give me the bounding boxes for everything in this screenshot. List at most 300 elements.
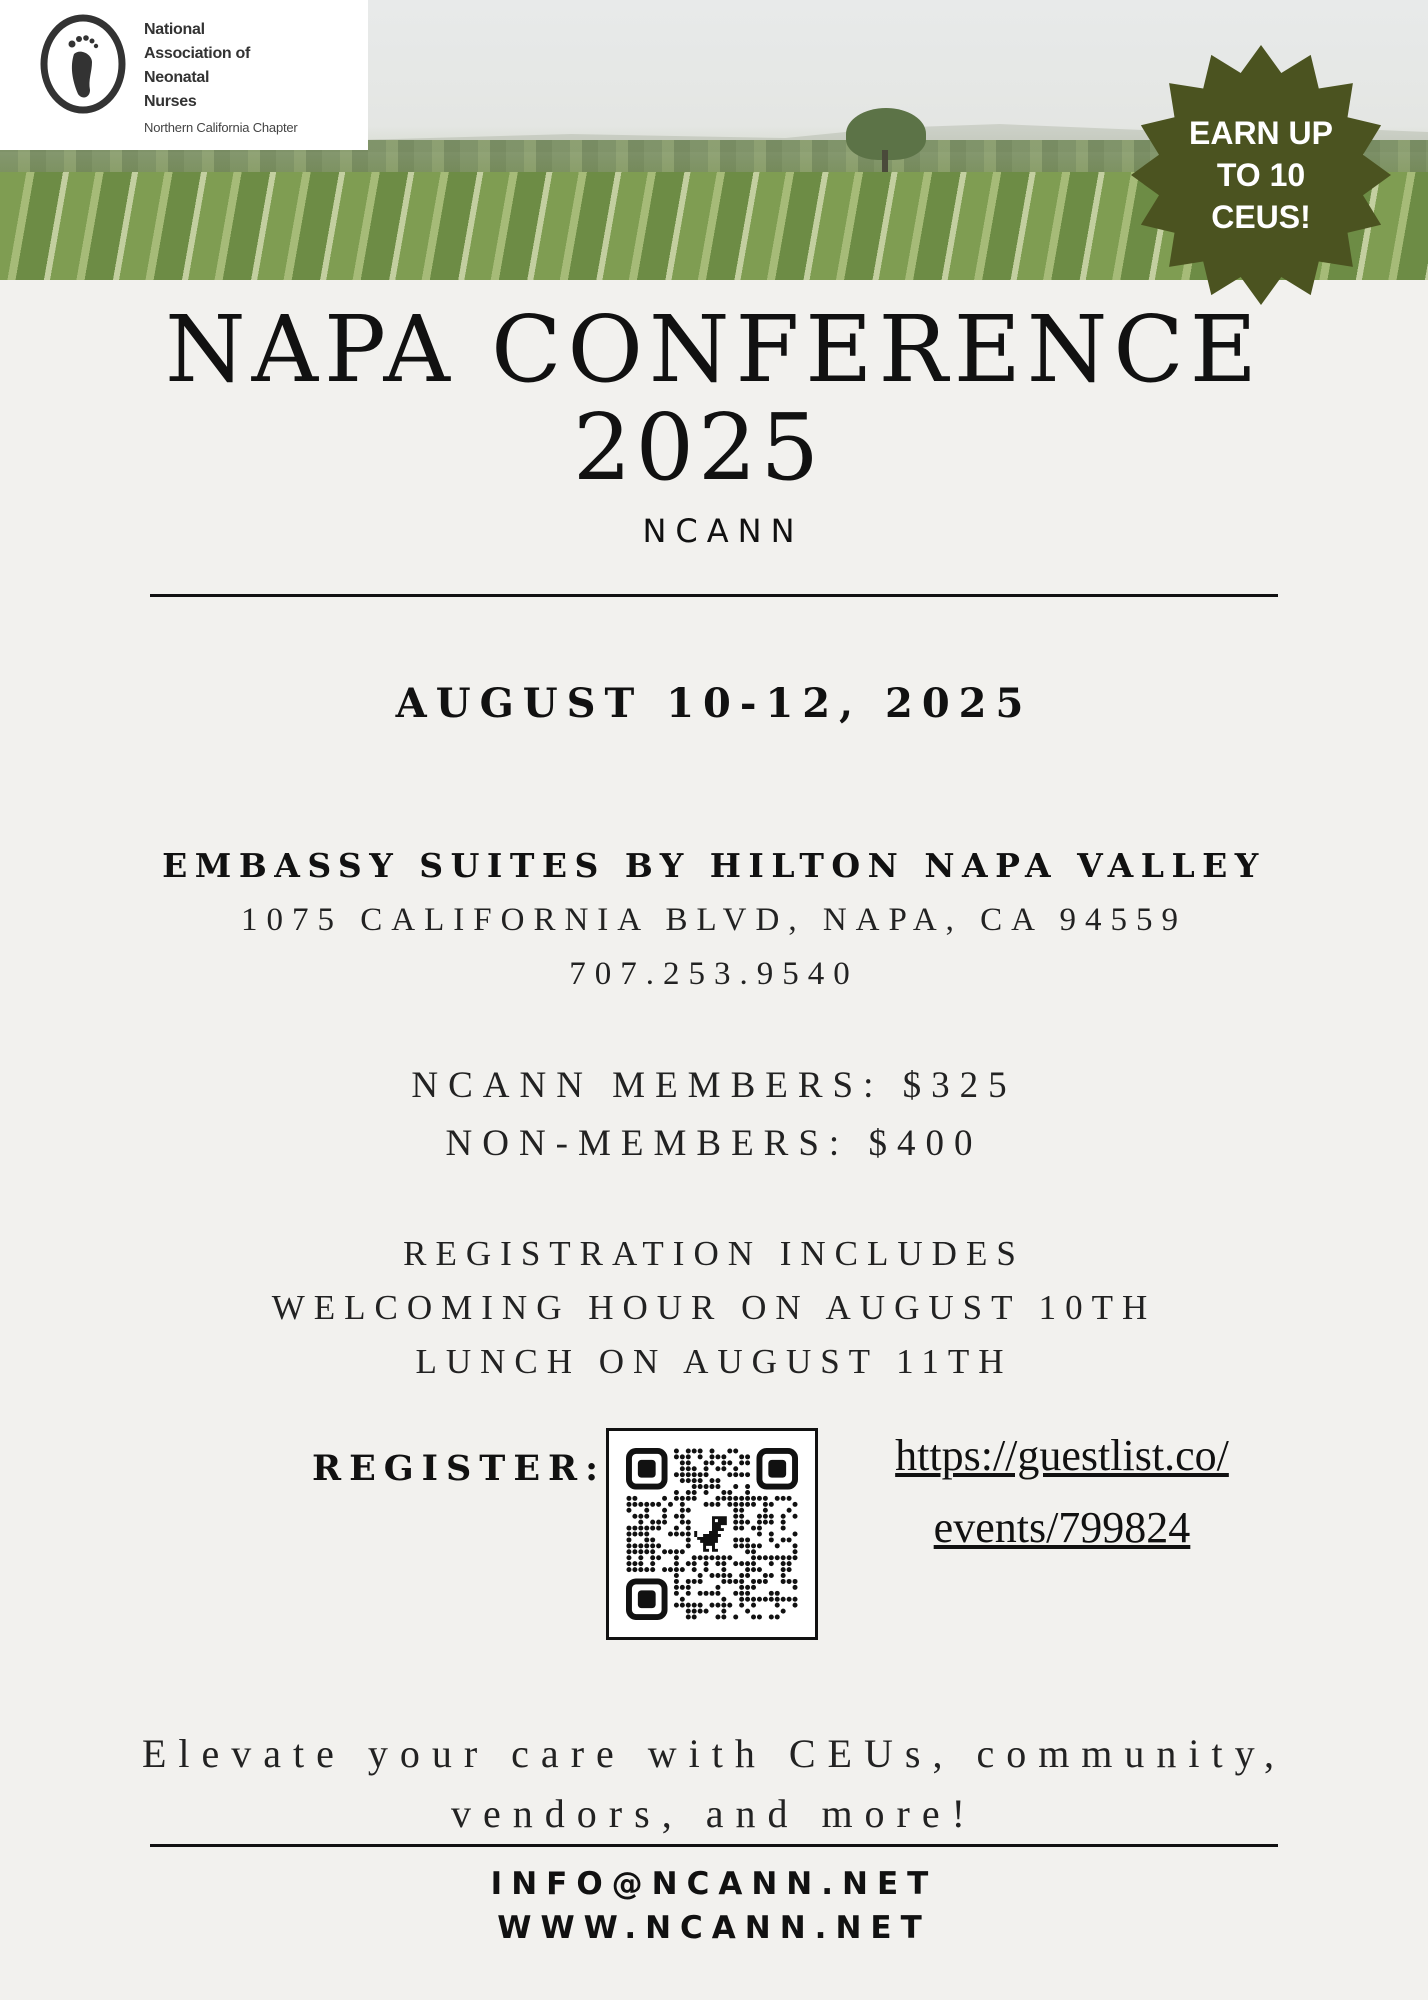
qr-module	[733, 1472, 738, 1477]
qr-module	[680, 1549, 685, 1554]
qr-module	[656, 1520, 661, 1525]
qr-module	[787, 1537, 792, 1542]
qr-module	[727, 1448, 732, 1453]
qr-module	[739, 1543, 744, 1548]
qr-module	[698, 1472, 703, 1477]
qr-module	[698, 1555, 703, 1560]
qr-module	[739, 1573, 744, 1578]
qr-module	[727, 1555, 732, 1560]
qr-module	[733, 1448, 738, 1453]
registration-link[interactable]: https://guestlist.co/	[895, 1431, 1229, 1480]
qr-module	[704, 1472, 709, 1477]
qr-module	[674, 1532, 679, 1537]
qr-module	[626, 1496, 631, 1501]
qr-module	[781, 1573, 786, 1578]
qr-module	[721, 1573, 726, 1578]
qr-module	[632, 1502, 637, 1507]
qr-module	[739, 1579, 744, 1584]
tagline: Elevate your care with CEUs, community,	[141, 1731, 1287, 1776]
qr-module	[692, 1448, 697, 1453]
qr-module	[626, 1502, 631, 1507]
qr-module	[739, 1508, 744, 1513]
qr-module	[745, 1454, 750, 1459]
qr-module	[769, 1502, 774, 1507]
qr-module	[650, 1561, 655, 1566]
tree-trunk	[882, 150, 888, 172]
qr-module	[739, 1460, 744, 1465]
qr-module	[751, 1579, 756, 1584]
qr-module	[775, 1615, 780, 1620]
qr-module	[692, 1609, 697, 1614]
divider-bottom	[150, 1844, 1278, 1847]
qr-module	[769, 1597, 774, 1602]
qr-module	[704, 1490, 709, 1495]
qr-module	[632, 1532, 637, 1537]
qr-module	[704, 1502, 709, 1507]
qr-module	[745, 1567, 750, 1572]
qr-module	[763, 1597, 768, 1602]
qr-module	[745, 1597, 750, 1602]
qr-module	[715, 1585, 720, 1590]
qr-module	[763, 1496, 768, 1501]
qr-module	[674, 1567, 679, 1572]
qr-module	[680, 1460, 685, 1465]
qr-module	[751, 1549, 756, 1554]
qr-module	[656, 1543, 661, 1548]
qr-module	[793, 1502, 798, 1507]
qr-module	[662, 1496, 667, 1501]
contact-website[interactable]: WWW.NCANN.NET	[497, 1910, 931, 1946]
qr-module	[662, 1508, 667, 1513]
qr-module	[686, 1490, 691, 1495]
qr-module	[745, 1573, 750, 1578]
logo-line: National	[144, 21, 205, 38]
qr-module	[710, 1460, 715, 1465]
venue-address: 1075 CALIFORNIA BLVD, NAPA, CA 94559	[241, 902, 1187, 938]
qr-module	[751, 1567, 756, 1572]
qr-module	[739, 1537, 744, 1542]
qr-module	[745, 1561, 750, 1566]
qr-module	[721, 1567, 726, 1572]
qr-module	[674, 1514, 679, 1519]
qr-module	[686, 1591, 691, 1596]
qr-module	[710, 1555, 715, 1560]
qr-module	[763, 1555, 768, 1560]
qr-module	[662, 1520, 667, 1525]
qr-module	[626, 1555, 631, 1560]
qr-module	[650, 1543, 655, 1548]
qr-module	[757, 1615, 762, 1620]
qr-module	[775, 1591, 780, 1596]
qr-module	[698, 1591, 703, 1596]
qr-module	[751, 1526, 756, 1531]
qr-module	[787, 1579, 792, 1584]
qr-module	[751, 1502, 756, 1507]
qr-module	[739, 1502, 744, 1507]
qr-module	[644, 1549, 649, 1554]
qr-module	[715, 1615, 720, 1620]
qr-module	[793, 1543, 798, 1548]
badge-line: TO 10	[1216, 157, 1306, 193]
qr-module	[733, 1615, 738, 1620]
qr-module	[680, 1514, 685, 1519]
member-price: NCANN MEMBERS: $325	[411, 1065, 1017, 1106]
qr-module	[674, 1490, 679, 1495]
qr-module	[680, 1502, 685, 1507]
qr-module	[793, 1579, 798, 1584]
qr-module	[745, 1472, 750, 1477]
qr-module	[710, 1502, 715, 1507]
qr-module	[715, 1573, 720, 1578]
qr-module	[632, 1526, 637, 1531]
registration-qr-code[interactable]	[606, 1428, 818, 1640]
qr-module	[727, 1573, 732, 1578]
qr-module	[715, 1478, 720, 1483]
qr-module	[787, 1597, 792, 1602]
footprint-logo-icon	[40, 14, 126, 114]
qr-module	[698, 1478, 703, 1483]
qr-module	[704, 1591, 709, 1596]
qr-module	[757, 1514, 762, 1519]
qr-module	[745, 1484, 750, 1489]
qr-module	[757, 1567, 762, 1572]
qr-module	[698, 1603, 703, 1608]
qr-module	[692, 1478, 697, 1483]
qr-module	[668, 1502, 673, 1507]
qr-module	[733, 1520, 738, 1525]
qr-module	[686, 1496, 691, 1501]
qr-module	[680, 1454, 685, 1459]
qr-module	[638, 1561, 643, 1566]
qr-module	[698, 1454, 703, 1459]
qr-module	[686, 1579, 691, 1584]
event-year: 2025	[572, 394, 824, 501]
qr-module	[793, 1532, 798, 1537]
qr-module	[781, 1555, 786, 1560]
qr-module	[781, 1526, 786, 1531]
qr-module	[715, 1561, 720, 1566]
logo-name	[144, 18, 250, 114]
qr-module	[638, 1549, 643, 1554]
qr-module	[781, 1567, 786, 1572]
qr-module	[733, 1496, 738, 1501]
qr-module	[721, 1460, 726, 1465]
qr-module	[650, 1520, 655, 1525]
qr-module	[632, 1543, 637, 1548]
qr-module	[686, 1609, 691, 1614]
qr-module	[769, 1532, 774, 1537]
qr-module	[710, 1484, 715, 1489]
qr-module	[781, 1561, 786, 1566]
qr-module	[757, 1496, 762, 1501]
qr-module	[793, 1597, 798, 1602]
qr-module	[686, 1460, 691, 1465]
qr-module	[686, 1561, 691, 1566]
qr-module	[680, 1532, 685, 1537]
qr-module	[763, 1579, 768, 1584]
qr-module	[733, 1579, 738, 1584]
qr-module	[775, 1597, 780, 1602]
qr-module	[715, 1502, 720, 1507]
qr-module	[793, 1585, 798, 1590]
qr-module	[745, 1502, 750, 1507]
qr-module	[751, 1597, 756, 1602]
qr-module	[721, 1597, 726, 1602]
qr-module	[721, 1490, 726, 1495]
qr-module	[757, 1532, 762, 1537]
qr-module	[715, 1454, 720, 1459]
non-member-price: NON-MEMBERS: $400	[445, 1123, 983, 1164]
qr-module	[644, 1502, 649, 1507]
qr-module	[650, 1555, 655, 1560]
qr-module	[733, 1502, 738, 1507]
qr-module	[674, 1561, 679, 1566]
qr-module	[721, 1603, 726, 1608]
qr-module	[662, 1567, 667, 1572]
event-dates: AUGUST 10-12, 2025	[395, 680, 1033, 727]
qr-module	[692, 1615, 697, 1620]
qr-module	[686, 1526, 691, 1531]
qr-module	[787, 1555, 792, 1560]
qr-module	[638, 1502, 643, 1507]
qr-module	[686, 1508, 691, 1513]
qr-module	[680, 1597, 685, 1602]
qr-module	[751, 1561, 756, 1566]
qr-finder-center	[638, 1460, 656, 1478]
qr-module	[680, 1520, 685, 1525]
qr-module	[769, 1561, 774, 1566]
qr-module	[686, 1454, 691, 1459]
qr-module	[674, 1526, 679, 1531]
qr-module	[686, 1532, 691, 1537]
contact-email[interactable]: INFO@NCANN.NET	[490, 1866, 938, 1902]
qr-module	[793, 1549, 798, 1554]
qr-module	[769, 1573, 774, 1578]
qr-module	[692, 1567, 697, 1572]
qr-module	[727, 1502, 732, 1507]
qr-module	[626, 1543, 631, 1548]
qr-module	[644, 1526, 649, 1531]
qr-module	[644, 1543, 649, 1548]
ceu-badge-text	[1130, 112, 1392, 238]
qr-module	[733, 1508, 738, 1513]
qr-module	[674, 1555, 679, 1560]
qr-module	[644, 1508, 649, 1513]
qr-module	[739, 1597, 744, 1602]
qr-module	[692, 1555, 697, 1560]
badge-line: EARN UP	[1188, 115, 1333, 151]
qr-module	[680, 1585, 685, 1590]
qr-module	[751, 1603, 756, 1608]
qr-module	[692, 1579, 697, 1584]
qr-finder-center	[768, 1460, 786, 1478]
qr-module	[769, 1514, 774, 1519]
qr-module	[626, 1532, 631, 1537]
qr-module	[680, 1567, 685, 1572]
qr-module	[733, 1543, 738, 1548]
qr-module	[781, 1609, 786, 1614]
qr-module	[739, 1514, 744, 1519]
badge-line: CEUS!	[1211, 199, 1311, 235]
qr-module	[781, 1537, 786, 1542]
qr-module	[704, 1561, 709, 1566]
qr-module	[745, 1543, 750, 1548]
qr-module	[733, 1537, 738, 1542]
logo-line: Nurses	[144, 93, 197, 110]
qr-module	[662, 1549, 667, 1554]
qr-module	[787, 1567, 792, 1572]
qr-module	[710, 1591, 715, 1596]
qr-module	[680, 1466, 685, 1471]
qr-module	[745, 1460, 750, 1465]
qr-module	[733, 1466, 738, 1471]
qr-module	[626, 1508, 631, 1513]
qr-module	[763, 1502, 768, 1507]
qr-module	[632, 1514, 637, 1519]
qr-module	[698, 1609, 703, 1614]
registration-link-continued[interactable]: events/799824	[933, 1503, 1191, 1552]
qr-module	[638, 1555, 643, 1560]
qr-module	[674, 1603, 679, 1608]
qr-module	[763, 1508, 768, 1513]
venue-name: EMBASSY SUITES BY HILTON NAPA VALLEY	[162, 846, 1266, 885]
qr-module	[775, 1603, 780, 1608]
qr-module	[715, 1555, 720, 1560]
qr-module	[763, 1573, 768, 1578]
logo-line: Association of	[144, 45, 251, 62]
qr-module	[668, 1532, 673, 1537]
qr-module	[727, 1579, 732, 1584]
qr-module	[739, 1526, 744, 1531]
qr-module	[674, 1472, 679, 1477]
qr-module	[733, 1526, 738, 1531]
qr-module	[686, 1585, 691, 1590]
qr-module	[698, 1448, 703, 1453]
qr-module	[715, 1496, 720, 1501]
qr-module	[739, 1561, 744, 1566]
qr-module	[650, 1549, 655, 1554]
qr-module	[727, 1603, 732, 1608]
venue-phone: 707.253.9540	[569, 956, 859, 992]
qr-module	[721, 1561, 726, 1566]
qr-module	[674, 1573, 679, 1578]
qr-module	[721, 1466, 726, 1471]
qr-module	[763, 1514, 768, 1519]
qr-module	[745, 1496, 750, 1501]
qr-finder-center	[638, 1590, 656, 1608]
qr-module	[793, 1555, 798, 1560]
qr-module	[626, 1537, 631, 1542]
includes-item: WELCOMING HOUR ON AUGUST 10TH	[271, 1288, 1157, 1327]
qr-module	[644, 1537, 649, 1542]
qr-module	[650, 1526, 655, 1531]
qr-module	[626, 1561, 631, 1566]
qr-module	[745, 1609, 750, 1614]
qr-module	[650, 1502, 655, 1507]
qr-module	[727, 1460, 732, 1465]
nann-logo	[0, 0, 368, 150]
qr-module	[751, 1496, 756, 1501]
qr-module	[704, 1567, 709, 1572]
qr-module	[781, 1496, 786, 1501]
qr-module	[626, 1526, 631, 1531]
qr-module	[739, 1603, 744, 1608]
qr-module	[763, 1520, 768, 1525]
qr-module	[638, 1526, 643, 1531]
qr-module	[644, 1567, 649, 1572]
qr-module	[704, 1466, 709, 1471]
qr-module	[650, 1537, 655, 1542]
qr-module	[680, 1478, 685, 1483]
qr-module	[739, 1520, 744, 1525]
qr-module	[769, 1537, 774, 1542]
qr-module	[751, 1543, 756, 1548]
qr-module	[686, 1472, 691, 1477]
qr-module	[715, 1484, 720, 1489]
qr-module	[793, 1603, 798, 1608]
qr-module	[745, 1537, 750, 1542]
qr-module	[680, 1472, 685, 1477]
qr-module	[686, 1448, 691, 1453]
qr-module	[739, 1496, 744, 1501]
qr-module	[751, 1615, 756, 1620]
qr-module	[745, 1520, 750, 1525]
qr-module	[781, 1520, 786, 1525]
qr-module	[710, 1478, 715, 1483]
qr-module	[698, 1484, 703, 1489]
qr-module	[781, 1597, 786, 1602]
qr-module	[745, 1549, 750, 1554]
qr-module	[704, 1609, 709, 1614]
register-label: REGISTER:	[312, 1448, 607, 1489]
qr-module	[692, 1466, 697, 1471]
includes-heading: REGISTRATION INCLUDES	[403, 1234, 1025, 1273]
qr-module	[686, 1520, 691, 1525]
qr-module	[704, 1555, 709, 1560]
qr-module	[710, 1448, 715, 1453]
qr-module	[727, 1472, 732, 1477]
qr-module	[632, 1561, 637, 1566]
qr-module	[769, 1555, 774, 1560]
qr-module	[626, 1567, 631, 1572]
qr-module	[674, 1448, 679, 1453]
qr-module	[721, 1454, 726, 1459]
qr-module	[674, 1585, 679, 1590]
qr-module	[674, 1549, 679, 1554]
qr-module	[698, 1579, 703, 1584]
qr-module	[662, 1514, 667, 1519]
qr-module	[721, 1496, 726, 1501]
qr-module	[686, 1478, 691, 1483]
divider-top	[150, 594, 1278, 597]
qr-module	[638, 1532, 643, 1537]
qr-module	[686, 1466, 691, 1471]
organizer-name: NCANN	[642, 512, 804, 550]
qr-module	[745, 1585, 750, 1590]
qr-module	[656, 1526, 661, 1531]
qr-module	[680, 1496, 685, 1501]
qr-module	[638, 1514, 643, 1519]
qr-module	[739, 1454, 744, 1459]
qr-module	[680, 1508, 685, 1513]
qr-module	[698, 1573, 703, 1578]
qr-module	[715, 1466, 720, 1471]
qr-module	[704, 1484, 709, 1489]
qr-module	[715, 1603, 720, 1608]
qr-module	[674, 1579, 679, 1584]
qr-module	[638, 1520, 643, 1525]
qr-module	[668, 1567, 673, 1572]
